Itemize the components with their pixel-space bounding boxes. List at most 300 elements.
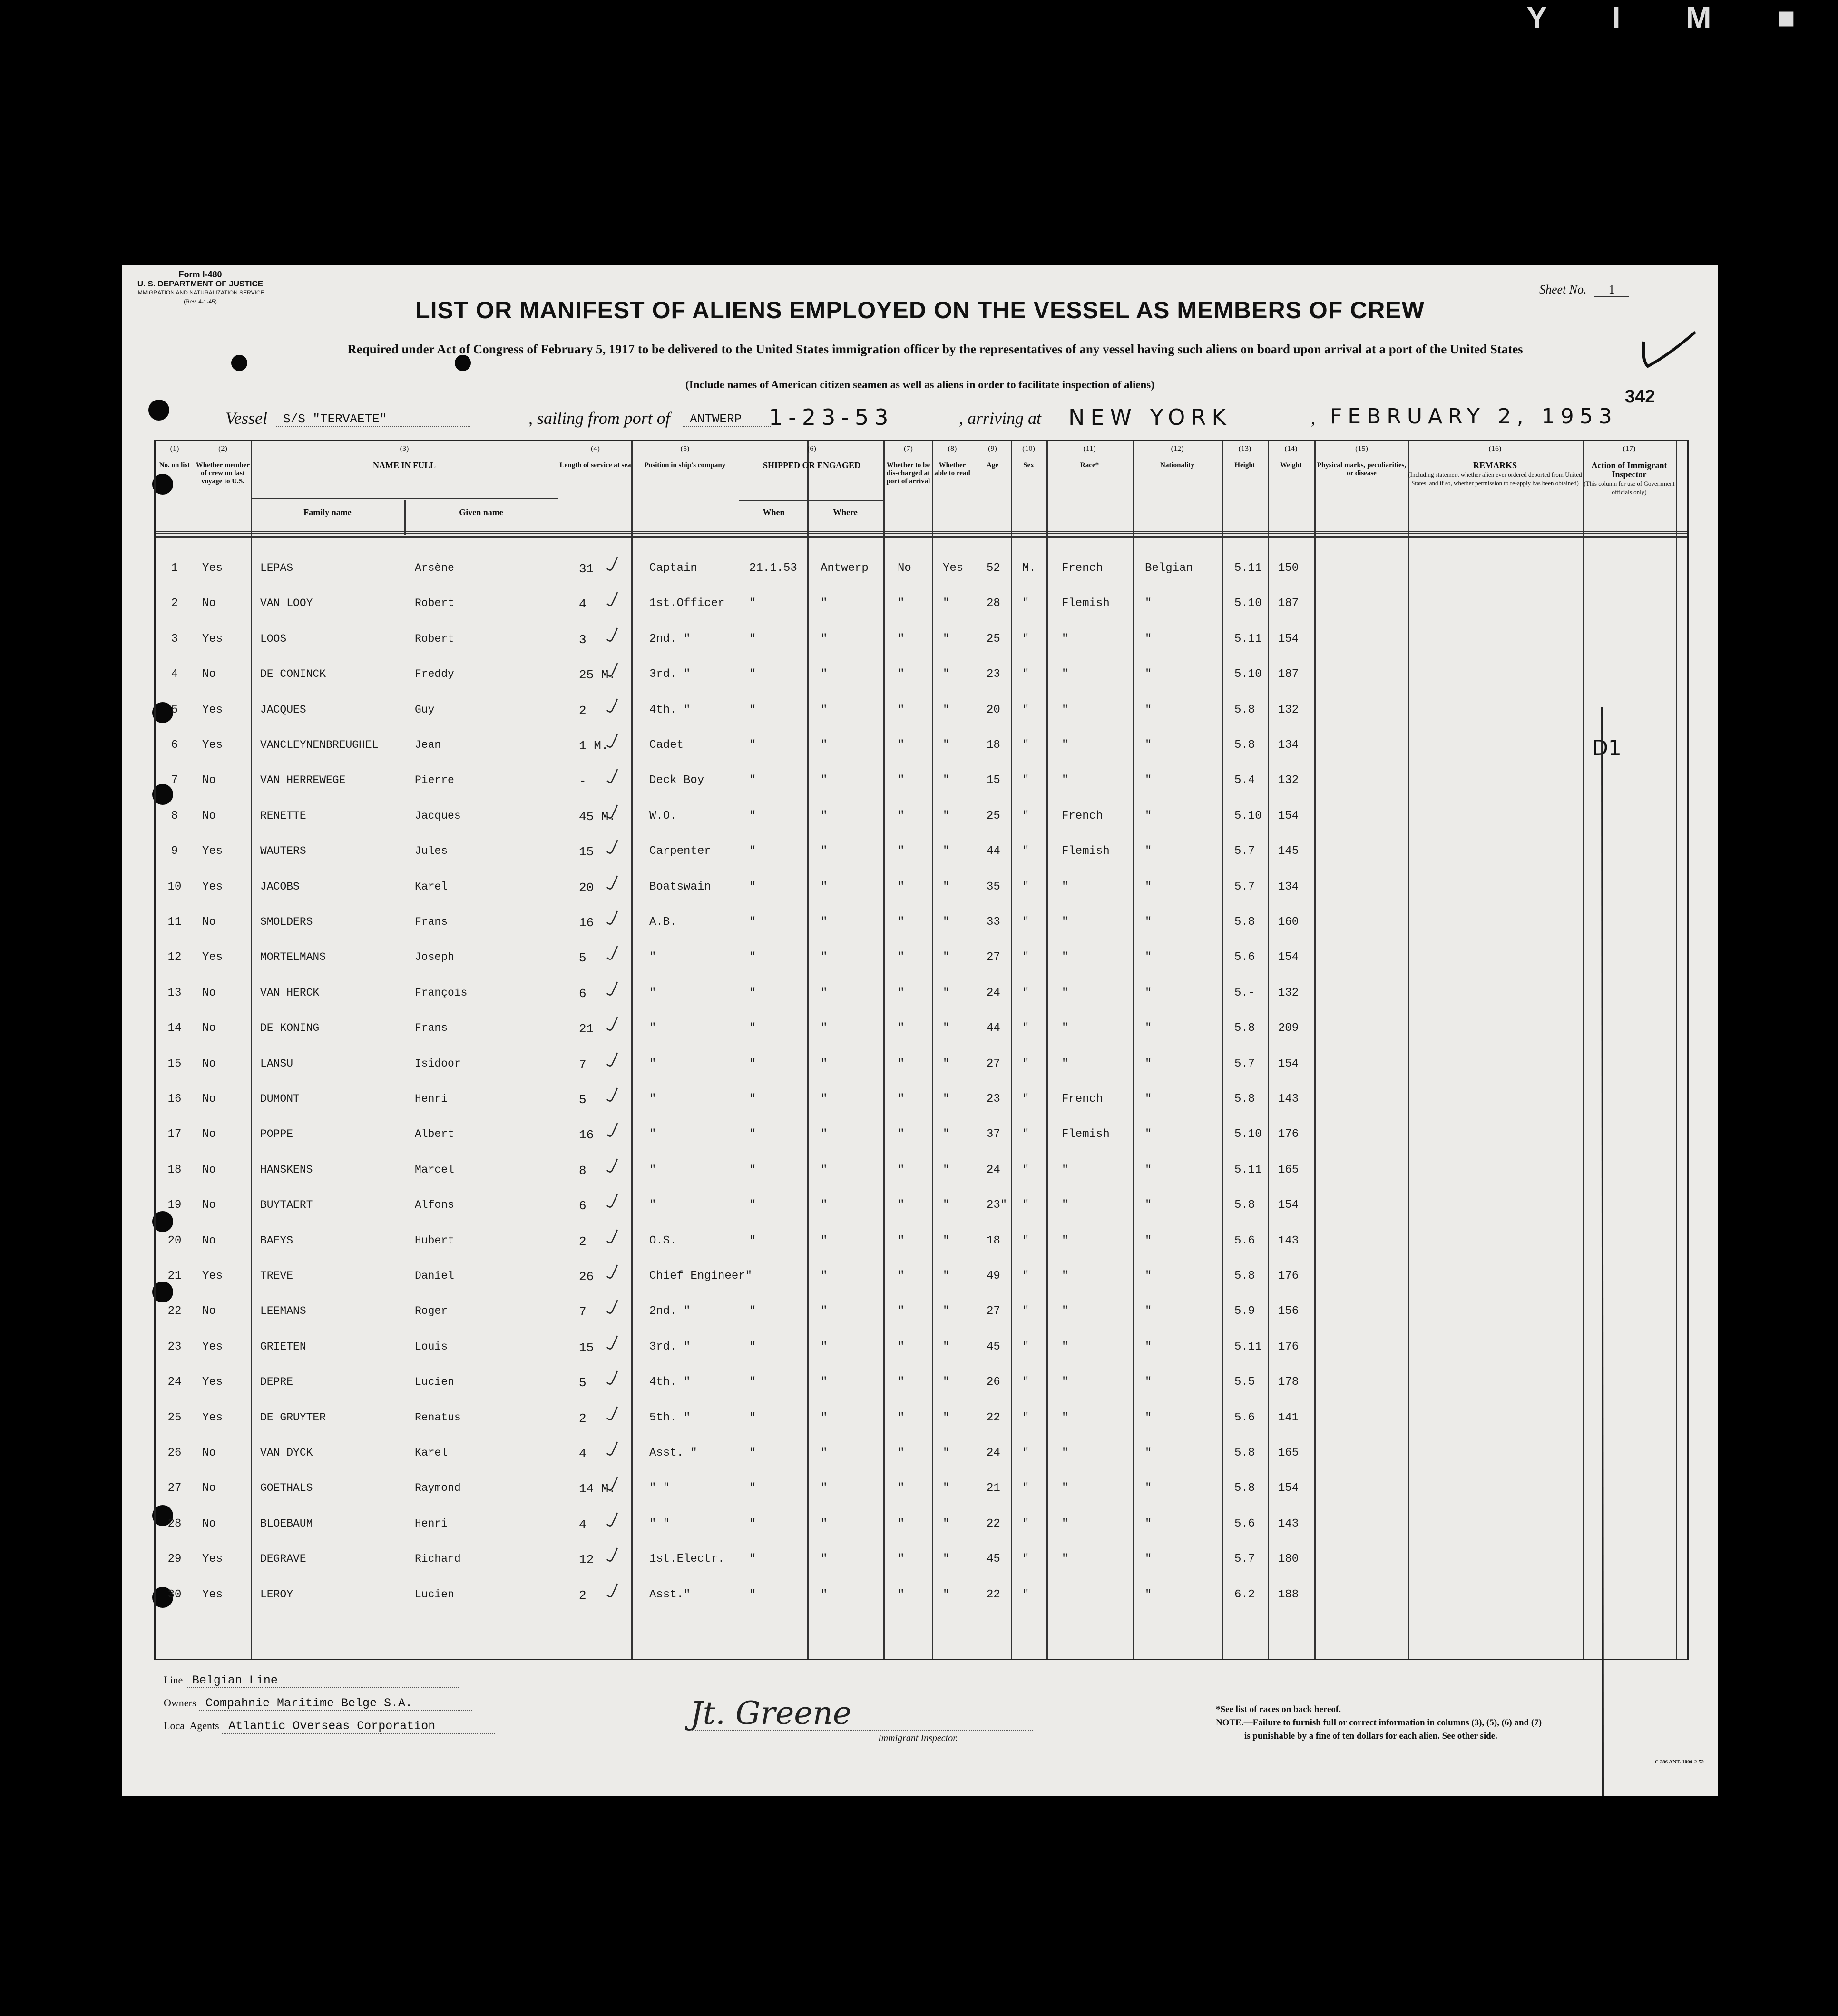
cell-height: 5.- — [1234, 986, 1255, 999]
sheet-number — [1539, 283, 1629, 297]
cell-race: " — [1062, 916, 1069, 929]
cell-weight: 150 — [1278, 562, 1299, 575]
cell-sex: " — [1022, 597, 1029, 610]
cell-nationality: " — [1145, 668, 1152, 681]
cell-no: 21 — [167, 1270, 182, 1282]
cell-height: 5.4 — [1234, 774, 1255, 787]
cell-discharge: " — [898, 1553, 905, 1566]
cell-family: VAN HERCK — [260, 986, 320, 999]
header-col-6: (6) SHIPPED OR ENGAGED — [763, 445, 861, 470]
cell-weight: 154 — [1278, 809, 1299, 822]
department-name: U. S. DEPARTMENT OF JUSTICE — [137, 279, 264, 288]
cell-race: " — [1062, 1376, 1069, 1389]
cell-family: LOOS — [260, 632, 287, 645]
agents-value: Atlantic Overseas Corporation — [222, 1719, 495, 1734]
check-tick-icon — [605, 838, 619, 857]
cell-age: 18 — [987, 739, 1000, 752]
cell-given: Daniel — [415, 1270, 454, 1282]
cell-position: Deck Boy — [649, 774, 704, 787]
cell-weight: 176 — [1278, 1340, 1299, 1353]
film-frame-mark: Y I M ■ — [1526, 0, 1824, 35]
cell-no: 9 — [171, 845, 178, 858]
cell-age: 27 — [987, 1305, 1000, 1318]
cell-where: " — [821, 774, 828, 787]
cell-given: Lucien — [415, 1588, 454, 1601]
cell-given: Richard — [415, 1553, 461, 1566]
cell-family: WAUTERS — [260, 845, 306, 858]
cell-discharge: " — [898, 845, 905, 858]
cell-sex: " — [1022, 1517, 1029, 1530]
vessel-label: Vessel — [225, 409, 267, 428]
header-where: Where — [833, 508, 858, 517]
check-tick-icon — [605, 590, 619, 609]
cell-sex: " — [1022, 1163, 1029, 1176]
cell-no: 11 — [167, 916, 182, 929]
cell-sex: " — [1022, 845, 1029, 858]
cell-read: " — [943, 1199, 950, 1212]
cell-discharge: " — [898, 1270, 905, 1282]
cell-age: 15 — [987, 774, 1000, 787]
cell-weight: 156 — [1278, 1305, 1299, 1318]
cell-sex: " — [1022, 1411, 1029, 1424]
cell-discharge: " — [898, 916, 905, 929]
header-given-name: Given name — [459, 508, 503, 517]
cell-weight: 165 — [1278, 1163, 1299, 1176]
cell-nationality: " — [1145, 1022, 1152, 1035]
cell-race: " — [1062, 1270, 1069, 1282]
cell-position: 1st.Electr. — [649, 1553, 725, 1566]
cell-where: " — [821, 1057, 828, 1070]
cell-sex: " — [1022, 1482, 1029, 1495]
cell-height: 6.2 — [1234, 1588, 1255, 1601]
cell-service: 15 — [579, 1340, 594, 1355]
cell-family: DEPRE — [260, 1376, 293, 1389]
cell-position: " — [649, 1199, 656, 1212]
cell-family: BLOEBAUM — [260, 1517, 313, 1530]
cell-service: 3 — [579, 632, 587, 647]
cell-given: Renatus — [415, 1411, 461, 1424]
cell-when: " — [749, 1376, 756, 1389]
cell-where: " — [821, 1270, 828, 1282]
cell-position: " — [649, 1057, 656, 1070]
cell-last: No — [202, 1234, 216, 1247]
cell-where: " — [821, 1093, 828, 1106]
cell-weight: 132 — [1278, 703, 1299, 716]
cell-no: 22 — [167, 1305, 182, 1318]
cell-race: Flemish — [1062, 845, 1110, 858]
cell-weight: 154 — [1278, 1199, 1299, 1212]
cell-given: Guy — [415, 703, 435, 716]
cell-no: 7 — [171, 774, 178, 787]
cell-when: " — [749, 809, 756, 822]
check-tick-icon — [605, 1511, 619, 1530]
cell-when: " — [749, 986, 756, 999]
table-row — [156, 1471, 1687, 1506]
cell-race: " — [1062, 668, 1069, 681]
cell-position: " — [649, 951, 656, 964]
cell-nationality: " — [1145, 880, 1152, 893]
cell-sex: " — [1022, 809, 1029, 822]
inspector-signature: Jt. Greene — [690, 1695, 851, 1732]
cell-where: " — [821, 986, 828, 999]
cell-when: " — [749, 1128, 756, 1141]
cell-discharge: " — [898, 703, 905, 716]
cell-race: " — [1062, 1163, 1069, 1176]
cell-family: VAN LOOY — [260, 597, 313, 610]
cell-no: 16 — [167, 1093, 182, 1106]
table-row — [156, 1330, 1687, 1365]
cell-given: Lucien — [415, 1376, 454, 1389]
cell-given: Robert — [415, 632, 454, 645]
cell-sex: M. — [1022, 562, 1036, 575]
cell-weight: 143 — [1278, 1517, 1299, 1530]
cell-when: " — [749, 1447, 756, 1459]
cell-nationality: " — [1145, 597, 1152, 610]
cell-race: " — [1062, 1447, 1069, 1459]
cell-given: Jean — [415, 739, 441, 751]
cell-service: 14 M. — [579, 1482, 616, 1497]
cell-when: " — [749, 845, 756, 858]
table-row — [156, 1153, 1687, 1188]
cell-given: Frans — [415, 1022, 448, 1035]
cell-where: " — [821, 1553, 828, 1566]
cell-nationality: " — [1145, 739, 1152, 752]
check-tick-icon — [605, 1051, 619, 1070]
cell-position: 4th. " — [649, 1376, 691, 1389]
cell-discharge: " — [898, 1057, 905, 1070]
cell-race: " — [1062, 703, 1069, 716]
cell-discharge: " — [898, 1305, 905, 1318]
cell-last: Yes — [202, 1553, 223, 1566]
cell-height: 5.6 — [1234, 1411, 1255, 1424]
cell-race: " — [1062, 1340, 1069, 1353]
cell-family: DE KONING — [260, 1022, 320, 1035]
cell-nationality: " — [1145, 1411, 1152, 1424]
table-row — [156, 1259, 1687, 1294]
cell-weight: 165 — [1278, 1447, 1299, 1459]
cell-sex: " — [1022, 916, 1029, 929]
cell-height: 5.8 — [1234, 739, 1255, 752]
cell-height: 5.11 — [1234, 562, 1262, 575]
cell-discharge: " — [898, 632, 905, 646]
cell-sex: " — [1022, 1305, 1029, 1318]
cell-discharge: No — [898, 562, 911, 575]
check-tick-icon — [605, 1298, 619, 1317]
cell-where: " — [821, 1376, 828, 1389]
check-tick-icon — [605, 1086, 619, 1105]
cell-race: French — [1062, 1093, 1103, 1106]
cell-read: " — [943, 880, 950, 893]
cell-read: " — [943, 1340, 950, 1353]
cell-age: 24 — [987, 1447, 1000, 1459]
cell-last: Yes — [202, 1588, 223, 1601]
header-col-12: (12) Nationality — [1160, 445, 1194, 469]
cell-service: 4 — [579, 597, 587, 612]
cell-discharge: " — [898, 1340, 905, 1353]
header-col-17: (17) Action of Immigrant Inspector (This column for use of Government officials only) — [1584, 445, 1675, 496]
cell-service: 7 — [579, 1305, 587, 1320]
cell-last: Yes — [202, 739, 223, 752]
cell-race: " — [1062, 1411, 1069, 1424]
cell-no: 6 — [171, 739, 178, 752]
check-tick-icon — [605, 1546, 619, 1565]
line-value: Belgian Line — [186, 1673, 459, 1688]
check-tick-icon — [605, 1582, 619, 1601]
cell-no: 29 — [167, 1553, 182, 1566]
legal-requirement-text: Required under Act of Congress of February 5, 1917 to be delivered to the United States immigration officer by the representatives of any vessel having such aliens on board upon arrival at a port of the United States — [347, 342, 1523, 356]
cell-when: " — [749, 668, 756, 681]
cell-where: " — [821, 1517, 828, 1530]
cell-race: " — [1062, 1482, 1069, 1495]
cell-sex: " — [1022, 1376, 1029, 1389]
footer-notes: *See list of races on back hereof. NOTE.—Failure to furnish full or correct information in columns (3), (5), (6) and (7) is punishable by a fine of ten dollars for each alien. See other side. — [1216, 1704, 1542, 1741]
cell-service: 4 — [579, 1517, 587, 1532]
cell-when: " — [749, 1305, 756, 1318]
check-tick-icon — [605, 1121, 619, 1140]
cell-given: Frans — [415, 916, 448, 928]
cell-read: " — [943, 1305, 950, 1318]
cell-age: 27 — [987, 951, 1000, 964]
check-tick-icon — [605, 1157, 619, 1176]
form-code: C 286 ANT. 1000-2-52 — [1654, 1759, 1704, 1765]
cell-race: " — [1062, 632, 1069, 646]
cell-nationality: " — [1145, 703, 1152, 716]
cell-given: Hubert — [415, 1234, 454, 1247]
cell-when: " — [749, 703, 756, 716]
check-tick-icon — [605, 732, 619, 751]
inspector-line-mark — [1599, 707, 1605, 1796]
cell-where: " — [821, 1234, 828, 1247]
cell-last: No — [202, 1305, 216, 1318]
cell-given: Isidoor — [415, 1057, 461, 1070]
check-tick-icon — [605, 1263, 619, 1282]
cell-race: French — [1062, 809, 1103, 822]
cell-discharge: " — [898, 1588, 905, 1601]
cell-weight: 143 — [1278, 1234, 1299, 1247]
cell-when: " — [749, 1163, 756, 1176]
cell-when: " — [749, 951, 756, 964]
cell-weight: 154 — [1278, 1482, 1299, 1495]
cell-position: " — [649, 1093, 656, 1106]
table-row — [156, 1082, 1687, 1117]
cell-when: " — [749, 1553, 756, 1566]
cell-height: 5.8 — [1234, 1447, 1255, 1459]
cell-weight: 188 — [1278, 1588, 1299, 1601]
cell-weight: 154 — [1278, 632, 1299, 646]
header-col-7: (7) Whether to be dis-charged at port of arrival — [886, 445, 930, 485]
cell-no: 25 — [167, 1411, 182, 1424]
cell-race: " — [1062, 986, 1069, 999]
cell-discharge: " — [898, 1376, 905, 1389]
cell-family: LANSU — [260, 1057, 293, 1070]
table-row — [156, 1578, 1687, 1613]
cell-race: French — [1062, 562, 1103, 575]
check-tick-icon — [605, 803, 619, 822]
cell-position: Boatswain — [649, 880, 711, 893]
cell-given: Henri — [415, 1093, 448, 1105]
cell-weight: 176 — [1278, 1128, 1299, 1141]
cell-service: 16 — [579, 1128, 594, 1143]
cell-height: 5.10 — [1234, 597, 1262, 610]
cell-position: 2nd. " — [649, 1305, 691, 1318]
cell-no: 1 — [171, 562, 178, 575]
cell-position: O.S. — [649, 1234, 677, 1247]
cell-last: No — [202, 1482, 216, 1495]
cell-weight: 132 — [1278, 986, 1299, 999]
cell-no: 15 — [167, 1057, 182, 1070]
cell-family: DE CONINCK — [260, 668, 326, 681]
sheet-number-label: Sheet No. — [1539, 283, 1587, 296]
cell-sex: " — [1022, 1270, 1029, 1282]
cell-race: " — [1062, 1553, 1069, 1566]
cell-position: " — [649, 1163, 656, 1176]
cell-position: " — [649, 1022, 656, 1035]
cell-given: Robert — [415, 597, 454, 610]
cell-age: 45 — [987, 1553, 1000, 1566]
cell-race: " — [1062, 774, 1069, 787]
cell-race: " — [1062, 880, 1069, 893]
cell-last: No — [202, 1093, 216, 1106]
cell-age: 24 — [987, 986, 1000, 999]
cell-nationality: " — [1145, 809, 1152, 822]
cell-age: 23 — [987, 1093, 1000, 1106]
cell-age: 35 — [987, 880, 1000, 893]
header-col-13: (13) Height — [1234, 445, 1255, 469]
cell-where: " — [821, 1022, 828, 1035]
cell-height: 5.8 — [1234, 1093, 1255, 1106]
cell-no: 17 — [167, 1128, 182, 1141]
cell-where: " — [821, 668, 828, 681]
cell-last: Yes — [202, 1376, 223, 1389]
table-row — [156, 1224, 1687, 1259]
header-col-5: (5) Position in ship's company — [644, 445, 726, 469]
cell-position: 3rd. " — [649, 1340, 691, 1353]
cell-when: " — [749, 1057, 756, 1070]
cell-weight: 134 — [1278, 880, 1299, 893]
cell-no: 27 — [167, 1482, 182, 1495]
cell-where: " — [821, 916, 828, 929]
cell-no: 26 — [167, 1447, 182, 1459]
cell-nationality: " — [1145, 1376, 1152, 1389]
cell-where: " — [821, 1588, 828, 1601]
cell-family: VAN DYCK — [260, 1447, 313, 1459]
cell-weight: 132 — [1278, 774, 1299, 787]
cell-read: " — [943, 1093, 950, 1106]
cell-discharge: " — [898, 1022, 905, 1035]
cell-given: Karel — [415, 1447, 448, 1459]
header-col-14: (14) Weight — [1280, 445, 1302, 469]
cell-discharge: " — [898, 739, 905, 752]
check-tick-icon — [605, 944, 619, 963]
cell-height: 5.6 — [1234, 1517, 1255, 1530]
cell-no: 23 — [167, 1340, 182, 1353]
cell-service: 5 — [579, 1376, 587, 1390]
cell-service: 7 — [579, 1057, 587, 1072]
cell-nationality: " — [1145, 1057, 1152, 1070]
cell-weight: 145 — [1278, 845, 1299, 858]
inspector-mark: D1 — [1592, 736, 1622, 760]
cell-read: " — [943, 1411, 950, 1424]
cell-age: 23 — [987, 668, 1000, 681]
cell-nationality: " — [1145, 1447, 1152, 1459]
cell-last: Yes — [202, 1340, 223, 1353]
cell-when: " — [749, 1199, 756, 1212]
cell-sex: " — [1022, 880, 1029, 893]
header-when: When — [763, 508, 785, 517]
cell-when: " — [749, 916, 756, 929]
cell-height: 5.8 — [1234, 916, 1255, 929]
cell-sex: " — [1022, 739, 1029, 752]
cell-nationality: " — [1145, 632, 1152, 646]
cell-nationality: " — [1145, 1517, 1152, 1530]
cell-height: 5.11 — [1234, 1163, 1262, 1176]
cell-age: 44 — [987, 845, 1000, 858]
table-row — [156, 551, 1687, 586]
cell-given: Jacques — [415, 809, 461, 822]
cell-height: 5.8 — [1234, 1022, 1255, 1035]
cell-nationality: " — [1145, 986, 1152, 999]
cell-last: Yes — [202, 562, 223, 575]
cell-no: 14 — [167, 1022, 182, 1035]
cell-position: W.O. — [649, 809, 677, 822]
arrival-port: NEW YORK — [1068, 404, 1232, 430]
cell-family: GRIETEN — [260, 1340, 306, 1353]
cell-age: 37 — [987, 1128, 1000, 1141]
cell-position: 1st.Officer — [649, 597, 725, 610]
cell-age: 52 — [987, 562, 1000, 575]
cell-when: " — [749, 774, 756, 787]
table-row — [156, 657, 1687, 692]
cell-service: 2 — [579, 1588, 587, 1603]
table-row — [156, 693, 1687, 728]
cell-last: Yes — [202, 951, 223, 964]
cell-nationality: " — [1145, 951, 1152, 964]
table-row — [156, 728, 1687, 763]
cell-height: 5.10 — [1234, 668, 1262, 681]
cell-service: 2 — [579, 703, 587, 718]
cell-position: Chief Engineer" — [649, 1270, 753, 1282]
cell-height: 5.6 — [1234, 951, 1255, 964]
header-col-11: (11) Race* — [1080, 445, 1099, 469]
cell-age: 45 — [987, 1340, 1000, 1353]
cell-race: " — [1062, 1199, 1069, 1212]
cell-service: 31 — [579, 562, 594, 576]
cell-where: " — [821, 1482, 828, 1495]
cell-when: " — [749, 597, 756, 610]
cell-given: Louis — [415, 1340, 448, 1353]
cell-discharge: " — [898, 774, 905, 787]
cell-race: " — [1062, 1234, 1069, 1247]
cell-height: 5.11 — [1234, 632, 1262, 646]
cell-given: Marcel — [415, 1163, 454, 1176]
cell-age: 33 — [987, 916, 1000, 929]
cell-when: " — [749, 632, 756, 646]
table-row — [156, 1117, 1687, 1152]
arrival-date: FEBRUARY 2, 1953 — [1330, 404, 1618, 429]
cell-where: " — [821, 845, 828, 858]
cell-sex: " — [1022, 1128, 1029, 1141]
table-row — [156, 976, 1687, 1011]
inspector-label: Immigrant Inspector. — [878, 1733, 958, 1743]
cell-nationality: " — [1145, 1270, 1152, 1282]
cell-family: JACQUES — [260, 703, 306, 716]
cell-given: Karel — [415, 880, 448, 893]
cell-service: 20 — [579, 880, 594, 895]
check-tick-icon — [605, 1440, 619, 1459]
cell-when: " — [749, 1517, 756, 1530]
table-row — [156, 587, 1687, 621]
cell-service: 16 — [579, 916, 594, 930]
